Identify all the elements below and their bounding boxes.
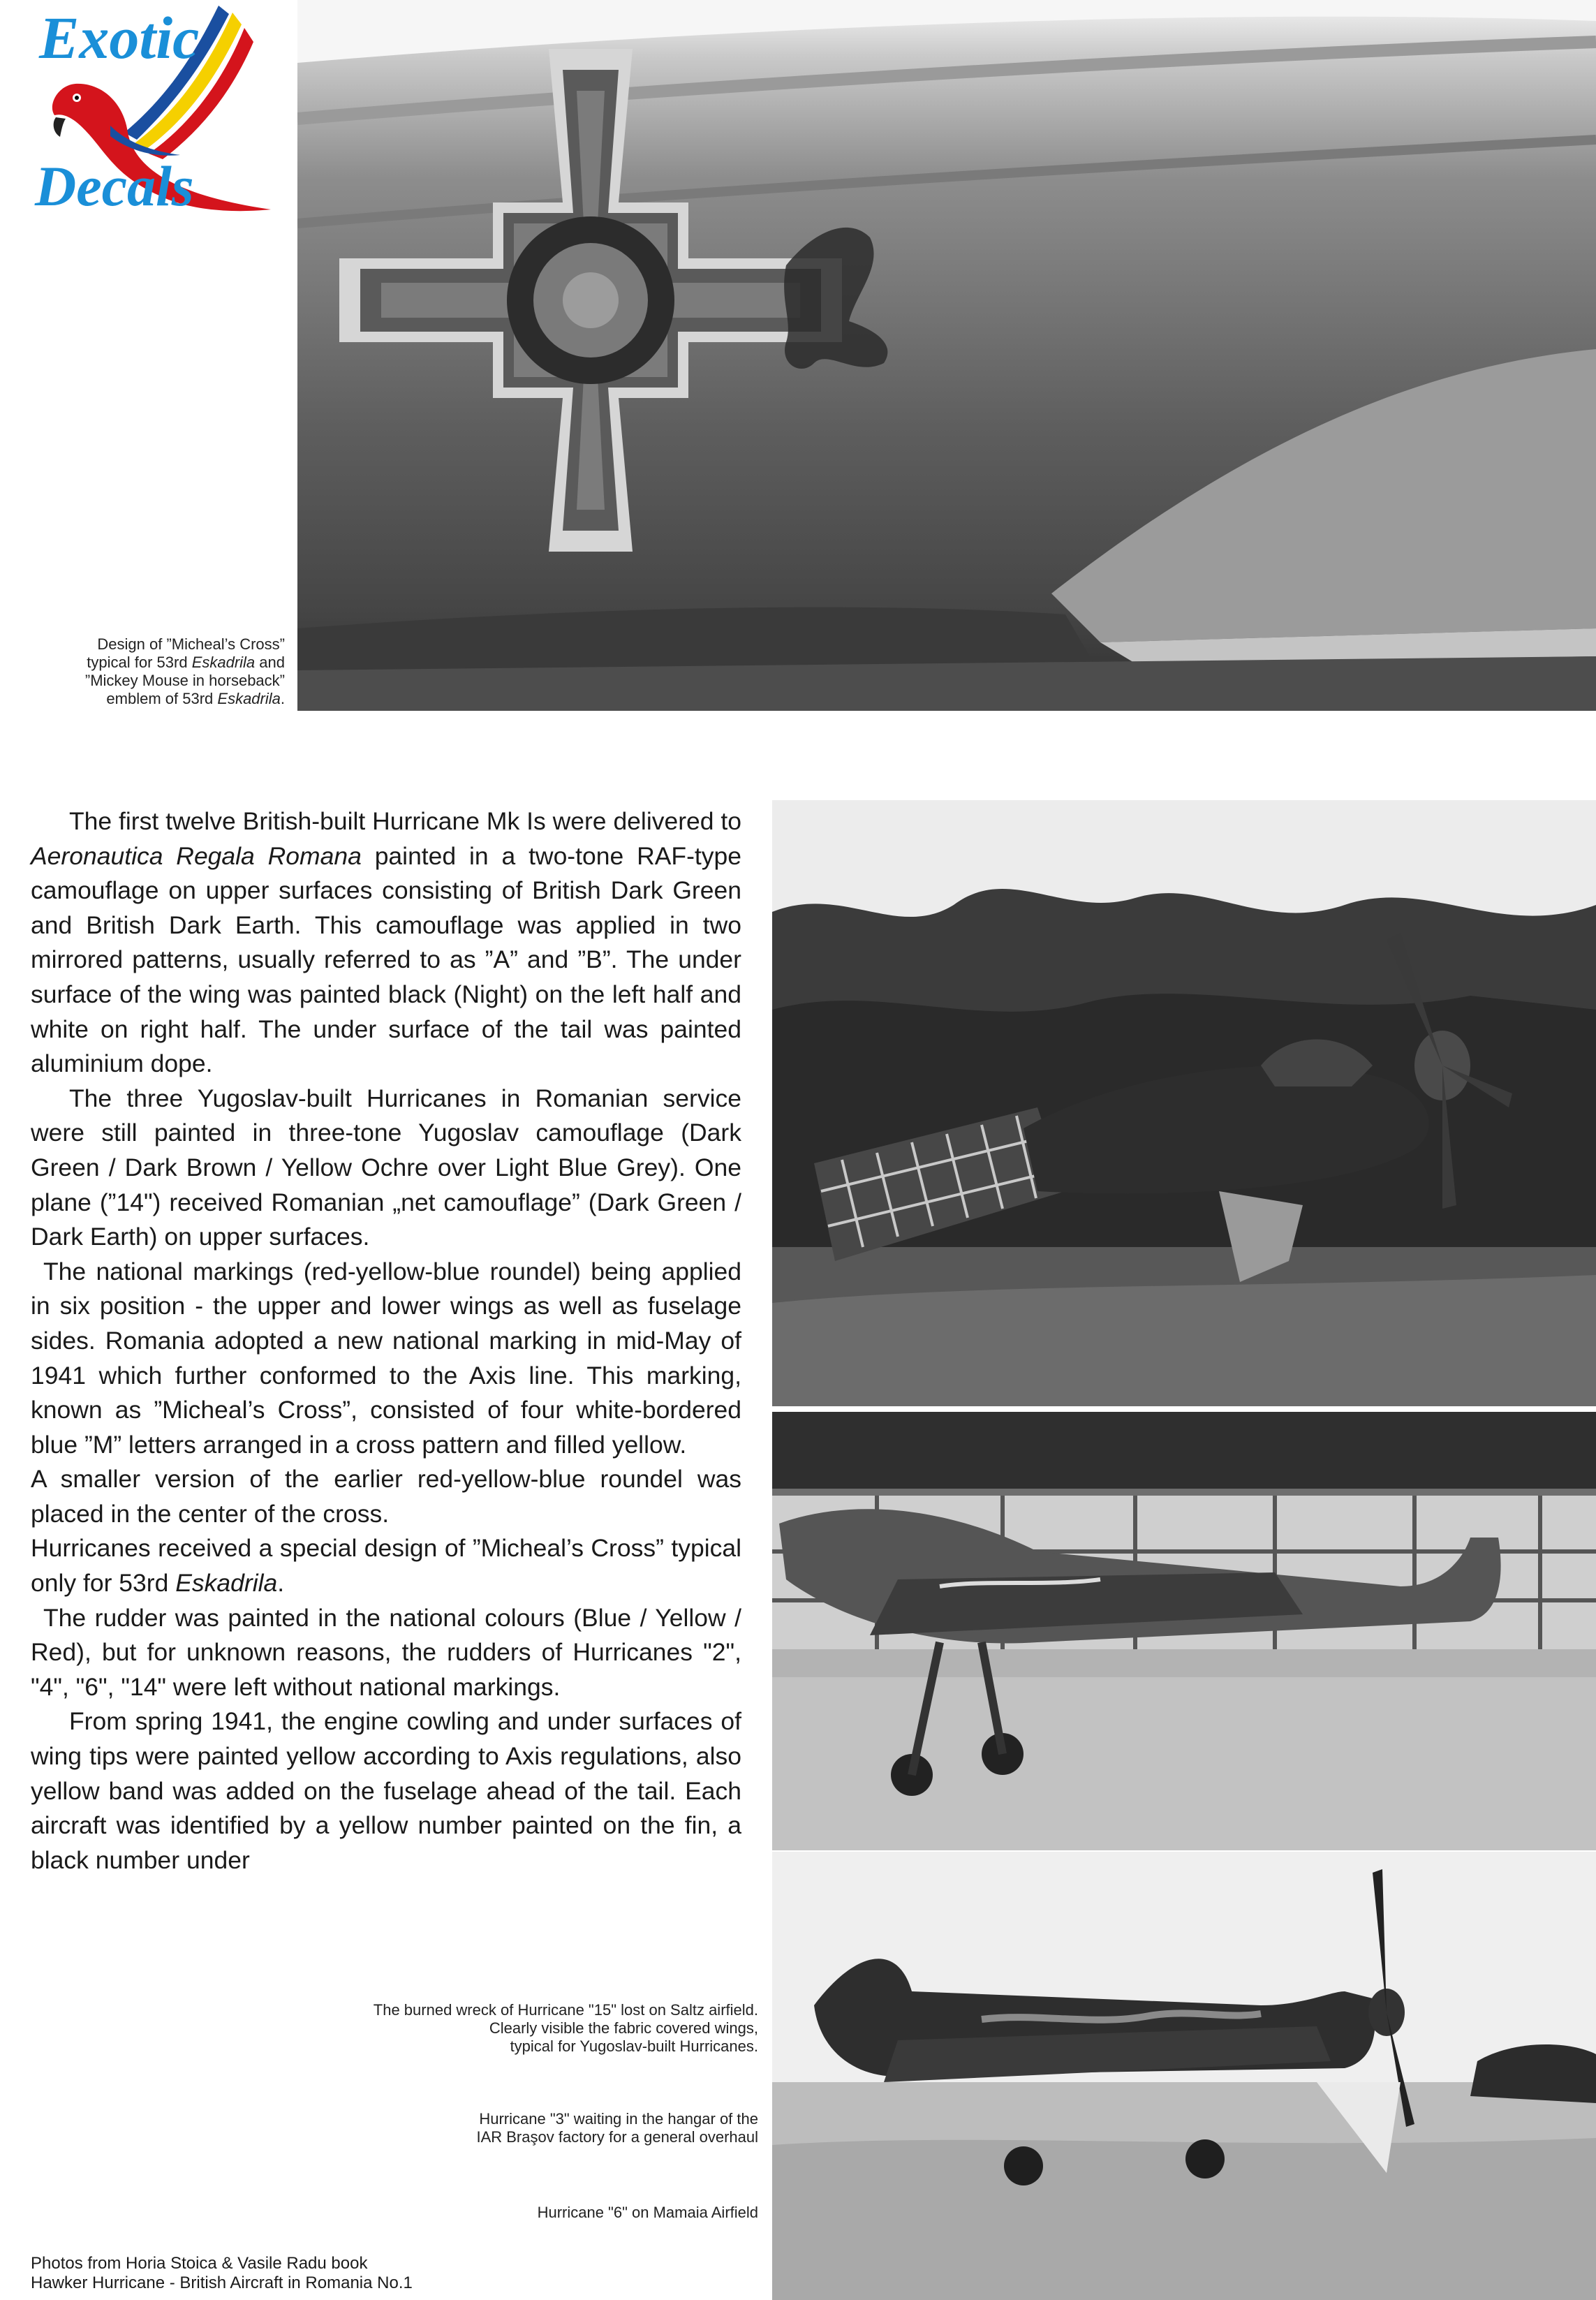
text-run: Hurricanes received a special design of ”Micheal’s Cross” typical only for 53rd — [31, 1534, 741, 1598]
text-run: painted in a two-tone RAF-type camouflage on upper surfaces consisting of British Dark Green and British Dark Earth. This camouflage was applied in two mirrored patterns, usually referred to as ”A” and ”B”. The under surface of the wing was painted black (Night) on the left half and white on right half. The under surface of the tail was painted aluminium dope. — [31, 841, 741, 1078]
photo-fuselage-micheals-cross — [297, 0, 1596, 711]
caption-line: typical for Yugoslav-built Hurricanes. — [510, 2037, 758, 2055]
caption-hangar — [307, 2110, 758, 2146]
caption-line: IAR Braşov factory for a general overhaul — [476, 2128, 758, 2146]
caption-line — [28, 654, 285, 672]
paragraph: From spring 1941, the engine cowling and under surfaces of wing tips were painted yellow according to Axis regulations, also yellow band was added on the fuselage ahead of the tail. Each aircraft was identified by a yellow number painted on the fin, a black number under — [31, 1707, 741, 1874]
caption-line-part: typical for 53rd Eskadrila and — [87, 654, 285, 671]
paragraph: The three Yugoslav-built Hurricanes in Romanian service were still painted in three-tone Yugoslav camouflage (Dark Green / Dark Brown / Yellow Ochre over Light Blue Grey). One plane (”14") received Romanian „net camouflage” (Dark Green / Dark Earth) on upper surfaces. — [31, 1084, 741, 1251]
photo-hangar — [772, 1412, 1596, 1850]
credits-line: Hawker Hurricane - British Aircraft in Romania No.1 — [31, 2273, 413, 2292]
caption-mamaia — [307, 2204, 758, 2222]
text-run-italic: Eskadrila — [191, 654, 256, 671]
photo-credits — [31, 2254, 413, 2293]
caption-line: emblem of 53rd Eskadrila. — [106, 690, 285, 707]
paragraph: The national markings (red-yellow-blue roundel) being applied in six position - the upper and lower wings as well as fuselage sides. Romania adopted a new national marking in mid-May of 1941 which further conformed to the Axis line. This marking, known as ”Micheal’s Cross”, consisted of four white-bordered blue ”M” letters arranged in a cross pattern and filled yellow. — [31, 1257, 741, 1459]
caption-line: Design of ”Micheal’s Cross” — [97, 635, 285, 653]
logo-text-decals: Decals — [35, 154, 194, 218]
photo-burned-wreck — [772, 800, 1596, 1406]
text-run: . — [277, 1569, 285, 1598]
text-run: The first twelve British-built Hurricane Mk Is were delivered to — [69, 807, 741, 835]
exotic-decals-logo — [20, 0, 285, 230]
text-run-italic: Aeronautica Regala Romana — [31, 841, 362, 870]
caption-line: Hurricane "3" waiting in the hangar of the — [479, 2110, 758, 2128]
logo-text-exotic: Exotic — [39, 4, 200, 71]
caption-line: Clearly visible the fabric covered wings, — [489, 2019, 758, 2037]
caption-line: The burned wreck of Hurricane "15" lost on Saltz airfield. — [373, 2001, 758, 2019]
caption-line: Hurricane "6" on Mamaia Airfield — [537, 2204, 758, 2221]
caption-line: ”Mickey Mouse in horseback” — [84, 672, 285, 689]
paragraph: The rudder was painted in the national colours (Blue / Yellow / Red), but for unknown reasons, the rudders of Hurricanes "2", "4", "6", "14" were left without national markings. — [31, 1603, 741, 1701]
caption-burned-wreck — [307, 2001, 758, 2056]
text-run-italic: Eskadrila — [175, 1569, 278, 1598]
caption-top-photo — [28, 635, 285, 708]
paragraph — [31, 1531, 741, 1600]
photo-mamaia-airfield — [772, 1852, 1596, 2300]
credits-line: Photos from Horia Stoica & Vasile Radu book — [31, 2254, 368, 2273]
article-body — [31, 804, 741, 1878]
paragraph — [31, 804, 741, 1082]
text-run-italic: Eskadrila — [217, 690, 281, 707]
paragraph: A smaller version of the earlier red-yellow-blue roundel was placed in the center of the cross. — [31, 1465, 741, 1528]
